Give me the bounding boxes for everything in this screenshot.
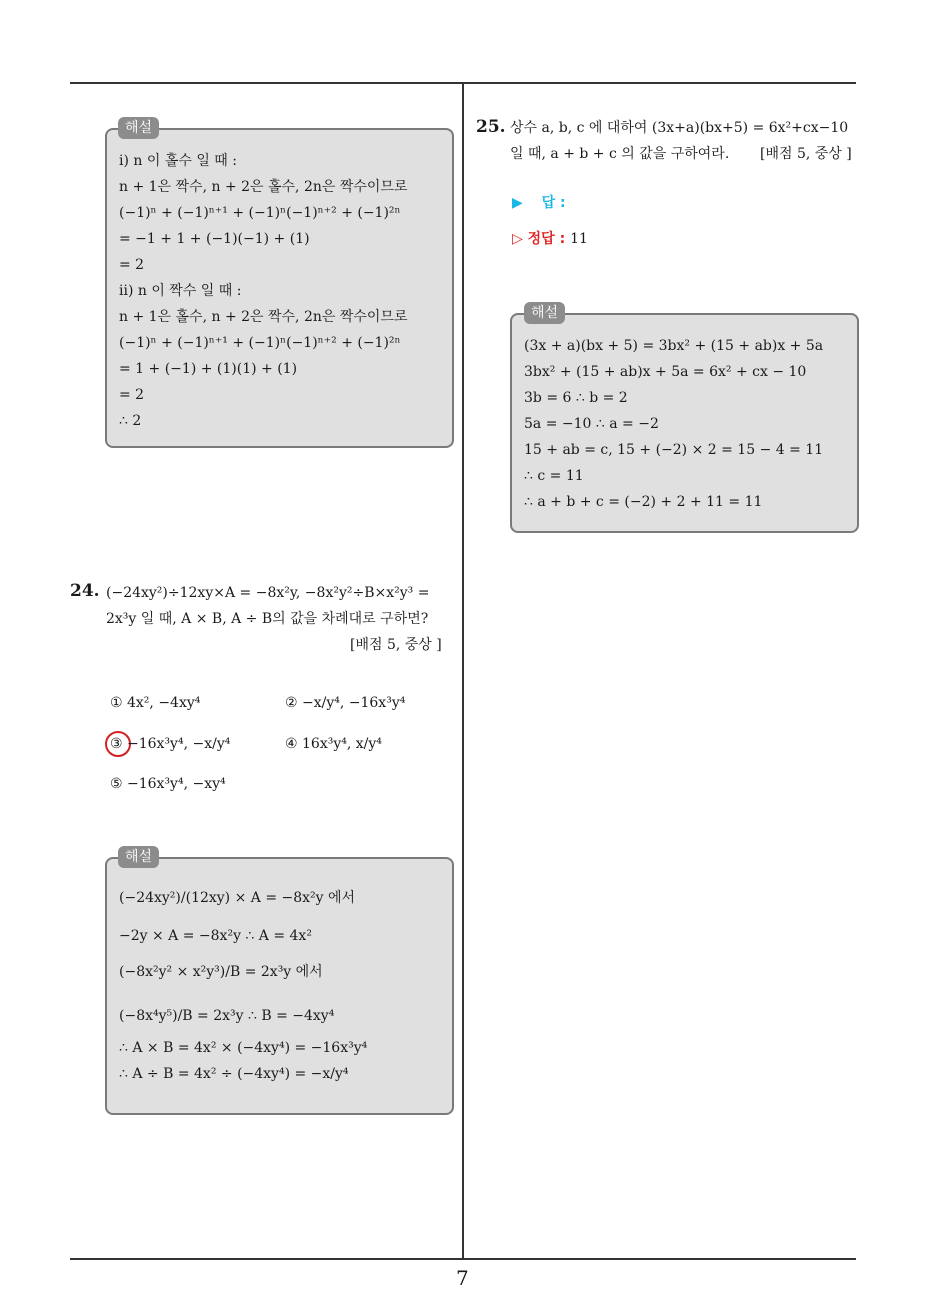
correct-label: 정답 : xyxy=(527,231,566,247)
option-3[interactable]: ③ −16x³y⁴, −x/y⁴ xyxy=(110,736,231,752)
explain-line: (−8x⁴y⁵)/B = 2x³y ∴ B = −4xy⁴ xyxy=(119,1008,335,1024)
explain-line: n + 1은 짝수, n + 2은 홀수, 2n은 짝수이므로 xyxy=(119,179,408,195)
explanation-tag: 해설 xyxy=(118,846,159,868)
explain-line: ∴ 2 xyxy=(119,413,142,429)
question-24-line1: (−24xy²)÷12xy×A = −8x²y, −8x²y²÷B×x²y³ = xyxy=(106,585,430,601)
explain-line: ∴ A ÷ B = 4x² ÷ (−4xy⁴) = −x/y⁴ xyxy=(119,1066,349,1082)
question-number-25: 25. xyxy=(476,117,506,137)
page-number: 7 xyxy=(456,1266,469,1290)
answer-row xyxy=(512,192,566,212)
question-24-line2: 2x³y 일 때, A × B, A ÷ B의 값을 차례대로 구하면? xyxy=(106,611,429,627)
explain-line: 3bx² + (15 + ab)x + 5a = 6x² + cx − 10 xyxy=(524,364,807,380)
explain-line: i) n 이 홀수 일 때 : xyxy=(119,153,237,169)
option-1[interactable]: ① 4x², −4xy⁴ xyxy=(110,695,201,711)
explain-line: (−24xy²)/(12xy) × A = −8x²y 에서 xyxy=(119,890,356,906)
question-24-meta: [배점 5, 중상 ] xyxy=(350,637,442,653)
explanation-box-q24 xyxy=(105,857,454,1115)
outline-arrow-icon: ▷ xyxy=(512,231,523,247)
explain-line: ii) n 이 짝수 일 때 : xyxy=(119,283,242,299)
explain-line: = 2 xyxy=(119,257,145,273)
explain-line: ∴ c = 11 xyxy=(524,468,584,484)
question-25-line1: 상수 a, b, c 에 대하여 (3x+a)(bx+5) = 6x²+cx−10 xyxy=(510,120,849,136)
question-number-24: 24. xyxy=(70,581,100,601)
column-divider xyxy=(462,84,464,1258)
correct-answer-row xyxy=(512,228,588,248)
explain-line: (−1)ⁿ + (−1)ⁿ⁺¹ + (−1)ⁿ(−1)ⁿ⁺² + (−1)²ⁿ xyxy=(119,205,401,221)
explain-line: = 2 xyxy=(119,387,145,403)
explain-line: = −1 + 1 + (−1)(−1) + (1) xyxy=(119,231,310,247)
explain-line: 15 + ab = c, 15 + (−2) × 2 = 15 − 4 = 11 xyxy=(524,442,824,458)
explain-line: −2y × A = −8x²y ∴ A = 4x² xyxy=(119,928,312,944)
explain-line: 3b = 6 ∴ b = 2 xyxy=(524,390,628,406)
explain-line: (−8x²y² × x²y³)/B = 2x³y 에서 xyxy=(119,964,323,980)
explanation-box-q25 xyxy=(510,313,859,533)
explain-line: = 1 + (−1) + (1)(1) + (1) xyxy=(119,361,298,377)
question-25-meta: [배점 5, 중상 ] xyxy=(760,146,852,162)
option-5[interactable]: ⑤ −16x³y⁴, −xy⁴ xyxy=(110,776,226,792)
answer-label: 답 : xyxy=(541,195,566,211)
explain-line: (3x + a)(bx + 5) = 3bx² + (15 + ab)x + 5a xyxy=(524,338,824,354)
question-25-line2: 일 때, a + b + c 의 값을 구하여라. xyxy=(510,146,730,162)
play-arrow-icon: ▶ xyxy=(512,195,523,211)
explain-line: 5a = −10 ∴ a = −2 xyxy=(524,416,659,432)
correct-value: 11 xyxy=(570,231,588,247)
explain-line: n + 1은 홀수, n + 2은 짝수, 2n은 짝수이므로 xyxy=(119,309,408,325)
explanation-box-q23 xyxy=(105,128,454,448)
explanation-tag: 해설 xyxy=(118,117,159,139)
explanation-tag: 해설 xyxy=(524,302,565,324)
option-4[interactable]: ④ 16x³y⁴, x/y⁴ xyxy=(285,736,382,752)
explain-line: (−1)ⁿ + (−1)ⁿ⁺¹ + (−1)ⁿ(−1)ⁿ⁺² + (−1)²ⁿ xyxy=(119,335,401,351)
bottom-rule xyxy=(70,1258,856,1260)
option-2[interactable]: ② −x/y⁴, −16x³y⁴ xyxy=(285,695,406,711)
explain-line: ∴ a + b + c = (−2) + 2 + 11 = 11 xyxy=(524,494,763,510)
explain-line: ∴ A × B = 4x² × (−4xy⁴) = −16x³y⁴ xyxy=(119,1040,368,1056)
